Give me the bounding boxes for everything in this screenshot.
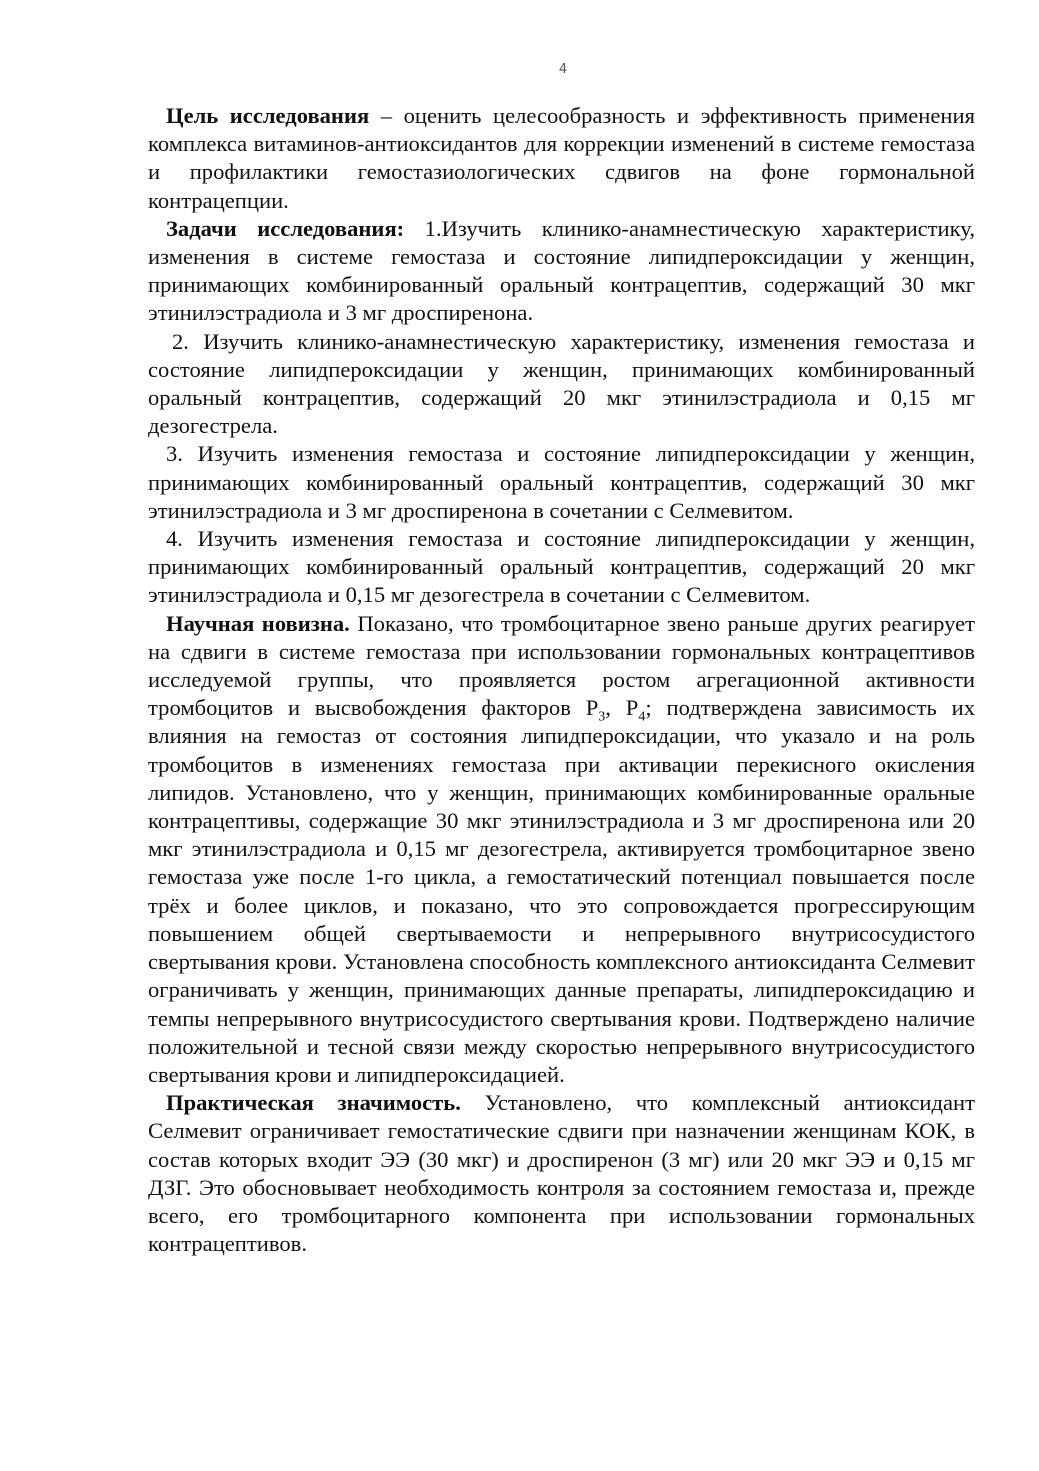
page-content xyxy=(148,102,975,1258)
task-item-2: 2. Изучить клинико-анамнестическую характеристику, изменения гемостаза и состояние липидпероксидации у женщин, принимающих комбинированный оральный контрацептив, содержащий 20 мкг этинилэстрадиола и 0,15 мг дезогестрела. xyxy=(148,328,975,439)
practical-paragraph xyxy=(148,1089,975,1258)
novelty-title: Научная новизна. xyxy=(166,610,350,636)
goal-title: Цель исследования xyxy=(166,103,370,128)
factor-p3-letter: P xyxy=(585,695,599,721)
goal-paragraph xyxy=(148,102,975,215)
task-item-1: 1.Изучить клинико-анамнестическую характеристику, изменения в системе гемостаза и состояние липидпероксидации у женщин, принимающих комбинированный оральный контрацептив, содержащий 30 мкг этинилэстрадиола и 3 мг дроспиренона. xyxy=(148,215,975,326)
novelty-text-part2: ; подтверждена зависимость их влияния на гемостаз от состояния липидпероксидации, что указало и на роль тромбоцитов в изменениях гемостаза при активации перекисного окисления липидов. Установлено, что у женщин, принимающих комбинированные оральные контрацептивы, содержащие 30 мкг этинилэстрадиола и 3 мг дроспиренона или 20 мкг этинилэстрадиола и 0,15 мг дезогестрела, активируется тромбоцитарное звено гемостаза уже после 1-го цикла, а гемостатический потенциал повышается после трёх и более циклов, и показано, что это сопровождается прогрессирующим повышением общей свертываемости и непрерывного внутрисосудистого свертывания крови. Установлена способность комплексного антиоксиданта Селмевит ограничивать у женщин, принимающих данные препараты, липидпероксидацию и темпы непрерывного внутрисосудистого свертывания крови. Подтверждено наличие положительной и тесной связи между скоростью непрерывного внутрисосудистого свертывания крови и липидпероксидацией. xyxy=(148,695,975,1087)
factor-p4-letter: P xyxy=(625,695,639,721)
tasks-title: Задачи исследования: xyxy=(166,215,405,241)
task-item-4-paragraph xyxy=(148,525,975,610)
factor-separator: , xyxy=(605,695,626,721)
practical-title: Практическая значимость. xyxy=(166,1090,461,1116)
novelty-paragraph xyxy=(148,610,975,1089)
page-number: 4 xyxy=(558,62,568,77)
factor-p4-subscript: 4 xyxy=(638,709,646,725)
task-item-4: 4. Изучить изменения гемостаза и состояние липидпероксидации у женщин, принимающих комбинированный оральный контрацептив, содержащий 20 мкг этинилэстрадиола и 0,15 мг дезогестрела в сочетании с Селмевитом. xyxy=(148,526,975,608)
factor-p4 xyxy=(625,695,646,725)
factor-p3 xyxy=(585,695,606,725)
practical-text: Установлено, что комплексный антиоксидант Селмевит ограничивает гемостатические сдвиги при назначении женщинам КОК, в состав которых входит ЭЭ (30 мкг) и дроспиренон (3 мг) или 20 мкг ЭЭ и 0,15 мг ДЗГ. Это обосновывает необходимость контроля за состоянием гемостаза и, прежде всего, его тромбоцитарного компонента при использовании гормональных контрацептивов. xyxy=(148,1090,976,1257)
task-item-2-paragraph xyxy=(148,328,975,441)
factor-p3-subscript: 3 xyxy=(598,709,606,725)
goal-text: – оценить целесообразность и эффективность применения комплекса витаминов-антиоксидантов для коррекции изменений в системе гемостаза и профилактики гемостазиологических сдвигов на фоне гормональной контрацепции. xyxy=(148,103,975,213)
novelty-text-part1: Показано, что тромбоцитарное звено раньше других реагирует на сдвиги в системе гемостаза при использовании гормональных контрацептивов исследуемой группы, что проявляется ростом агрегационной активности тромбоцитов и высвобождения факторов xyxy=(148,610,975,721)
tasks-paragraph xyxy=(148,215,975,328)
task-item-3-paragraph xyxy=(148,440,975,525)
task-item-3: 3. Изучить изменения гемостаза и состояние липидпероксидации у женщин, принимающих комбинированный оральный контрацептив, содержащий 30 мкг этинилэстрадиола и 3 мг дроспиренона в сочетании с Селмевитом. xyxy=(148,441,975,523)
